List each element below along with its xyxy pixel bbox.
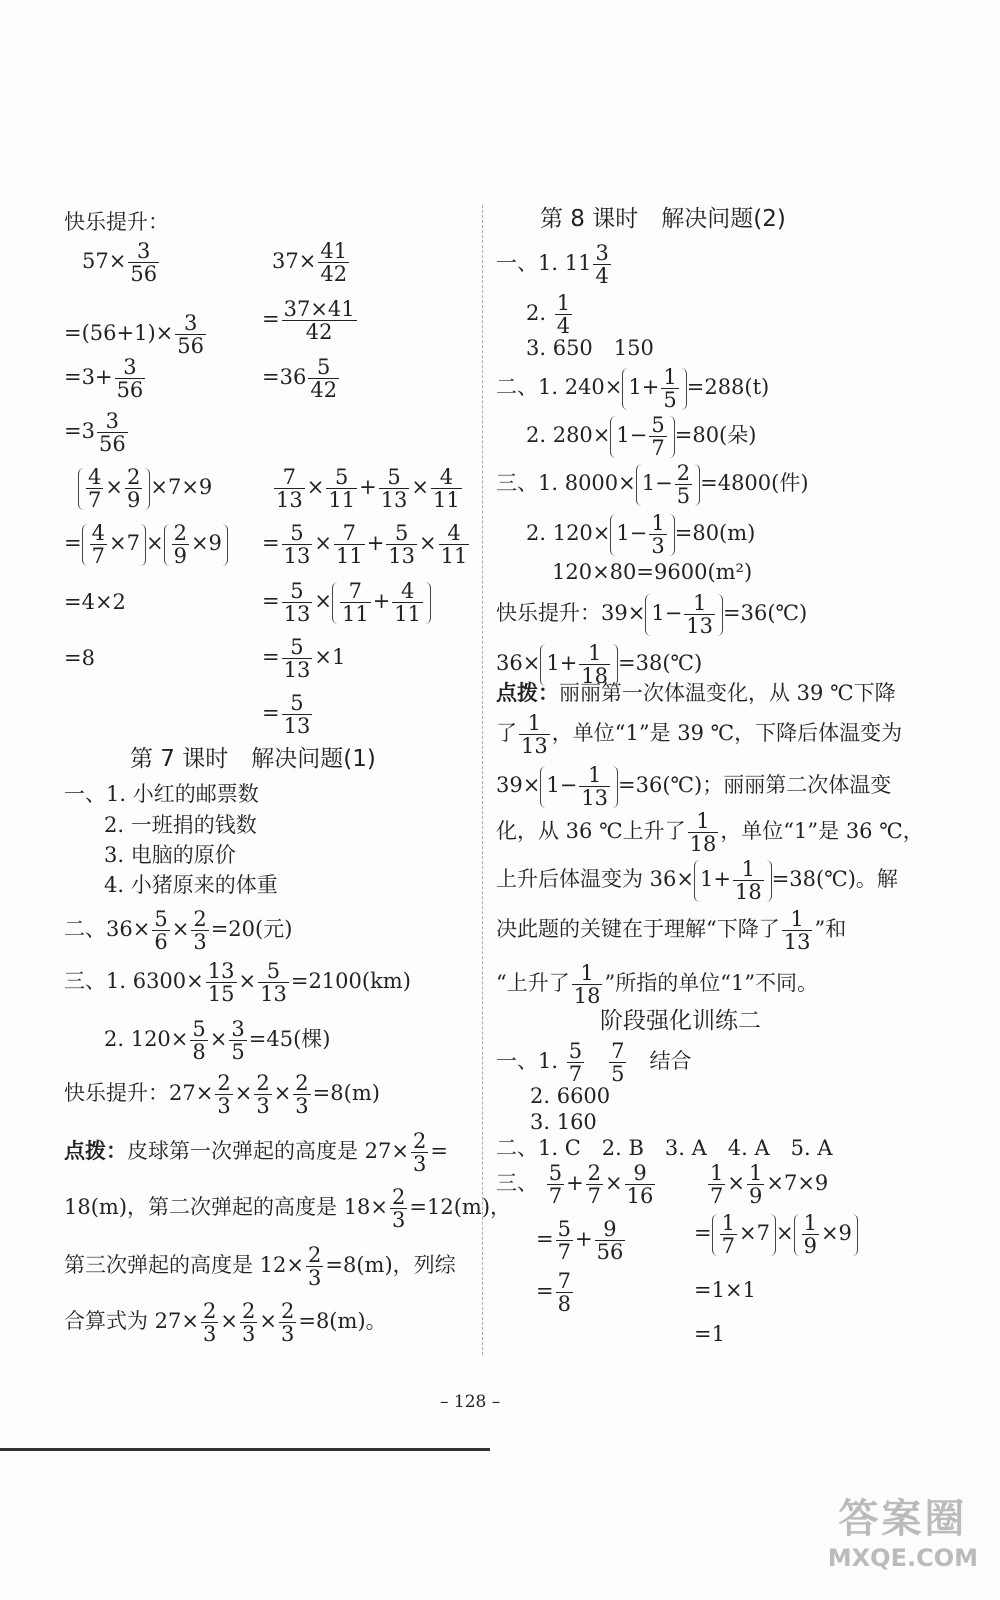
calc-b-step3: = $\frac{5}{13}$ ×1 [262,635,346,683]
calc-37-result: =36 $\frac{5}{42}$ [262,355,338,403]
lesson8-q2-2: 2. 280× 1− $\frac{5}{7}$ =80(朵) [526,413,757,461]
stage2-q1-1: 一、1. $\frac{5}{7}$ $\frac{7}{5}$ 结合 [496,1039,692,1087]
calc-b-step1: = $\frac{5}{13}$ × $\frac{7}{11}$ + $\frac{5}{13}$ × $\frac{4}{11}$ [262,521,468,569]
page-bottom-rule [0,1448,490,1451]
lesson8-q3-2: 2. 120× 1− $\frac{1}{3}$ =80(m) [526,511,756,559]
lesson7-hint-3: 第三次弹起的高度是 12× $\frac{2}{3}$ =8(m)，列综 [64,1243,456,1291]
stage2-q3-b-result: =1 [694,1322,725,1346]
stage2-q1-2: 2. 6600 [530,1084,611,1108]
stage2-q2: 二、1. C 2. B 3. A 4. A 5. A [496,1136,833,1160]
lesson7-q2: 二、36× $\frac{5}{6}$ × $\frac{2}{3}$ =20(元) [64,907,293,955]
calc-a: $\frac{4}{7}$ × $\frac{2}{9}$ ×7×9 [78,466,212,511]
lesson8-q1-2: 2. $\frac{1}{4}$ [526,291,571,339]
lesson7-hint-4: 合算式为 27× $\frac{2}{3}$ × $\frac{2}{3}$ × $\frac{2}{3}$ =8(m)。 [64,1299,387,1347]
lesson8-hint-5: 上升后体温变为 36× 1+ $\frac{1}{18}$ =38(℃)。解 [496,857,898,905]
lesson8-hint-7: “上升了 $\frac{1}{18}$ ”所指的单位“1”不同。 [496,961,819,1009]
lesson7-q1-1: 一、1. 小红的邮票数 [64,782,259,806]
lesson8-hint-3: 39× 1− $\frac{1}{13}$ =36(℃)；丽丽第二次体温变 [496,763,892,811]
calc-a-result: =8 [64,646,95,670]
lesson8-q3-1: 三、1. 8000× 1− $\frac{2}{5}$ =4800(件) [496,461,809,509]
lesson8-hint-1: 点拨：丽丽第一次体温变化，从 39 ℃下降 [496,680,896,705]
lesson7-hint-1: 点拨：皮球第一次弹起的高度是 27× $\frac{2}{3}$ = [64,1129,448,1177]
lesson8-area: 120×80=9600(m²) [552,560,753,584]
stage2-q3-a-result: = $\frac{7}{8}$ [536,1269,571,1317]
stage2-q3-b-step2: =1×1 [694,1278,756,1302]
calc-37-step1: = $\frac{37\times 41}{42}$ [262,297,355,345]
calc-b: $\frac{7}{13}$ × $\frac{5}{11}$ + $\frac{5}{13}$ × $\frac{4}{11}$ [276,465,460,513]
lesson7-q1-3: 3. 电脑的原价 [104,843,236,867]
lesson7-q1-4: 4. 小猪原来的体重 [104,873,278,897]
calc-57-step1: =(56+1)× $\frac{3}{56}$ [64,311,204,359]
lesson8-q2-1: 二、1. 240× 1+ $\frac{1}{5}$ =288(t) [496,365,770,413]
lesson8-hint-2: 了 $\frac{1}{13}$ ，单位“1”是 39 ℃，下降后体温变为 [496,711,903,759]
calc-57-result: =3 $\frac{3}{56}$ [64,409,126,457]
stage2-q3-a-step1: = $\frac{5}{7}$ + $\frac{9}{56}$ [536,1217,624,1265]
lesson8-title: 第 8 课时 解决问题(2) [540,206,786,232]
calc-57-step2: =3+ $\frac{3}{56}$ [64,355,144,403]
lesson7-q1-2: 2. 一班捐的钱数 [104,813,257,837]
lesson8-happy-1: 快乐提升：39× 1− $\frac{1}{13}$ =36(℃) [496,591,808,639]
lesson7-q3-2: 2. 120× $\frac{5}{8}$ × $\frac{3}{5}$ =45(棵) [104,1017,331,1065]
column-divider [482,205,483,1355]
stage2-title: 阶段强化训练二 [600,1008,761,1034]
lesson8-happy-2: 36× 1+ $\frac{1}{18}$ =38(℃) [496,641,703,689]
calc-37: 37× $\frac{41}{42}$ [272,239,348,287]
stage2-q3-b-step1: = $\frac{1}{7}$ ×7 × $\frac{1}{9}$ ×9 [694,1212,858,1257]
calc-a-step2: =4×2 [64,590,126,614]
watermark-logo: 答案圈 MXQE.COM [827,1496,978,1572]
lesson7-title: 第 7 课时 解决问题(1) [130,746,376,772]
lesson8-q1-3: 3. 650 150 [526,336,654,360]
calc-57: 57× $\frac{3}{56}$ [82,239,158,287]
lesson7-q3-1: 三、1. 6300× $\frac{13}{15}$ × $\frac{5}{13}$ =2100(km) [64,959,411,1007]
lesson8-q1-1: 一、1. 11 $\frac{3}{4}$ [496,241,609,289]
page-number: – 128 – [440,1392,501,1412]
happy-heading: 快乐提升： [64,210,169,234]
lesson8-hint-6: 决此题的关键在于理解“下降了 $\frac{1}{13}$ ”和 [496,907,847,955]
lesson7-happy: 快乐提升：27× $\frac{2}{3}$ × $\frac{2}{3}$ × $\frac{2}{3}$ =8(m) [64,1071,380,1119]
calc-b-result: = $\frac{5}{13}$ [262,691,311,739]
lesson8-hint-4: 化，从 36 ℃上升了 $\frac{1}{18}$ ，单位“1”是 36 ℃， [496,809,924,857]
calc-b-step2: = $\frac{5}{13}$ × $\frac{7}{11}$ + $\frac{4}{11}$ [262,580,431,625]
stage2-q1-3: 3. 160 [530,1110,597,1134]
calc-a-step1: = $\frac{4}{7}$ ×7 × $\frac{2}{9}$ ×9 [64,522,228,567]
lesson7-hint-2: 18(m)，第二次弹起的高度是 18× $\frac{2}{3}$ =12(m)， [64,1185,512,1233]
stage2-q3-b: $\frac{1}{7}$ × $\frac{1}{9}$ ×7×9 [710,1161,829,1209]
stage2-q3-a: 三、 $\frac{5}{7}$ + $\frac{2}{7}$ × $\frac{9}{16}$ [496,1161,654,1209]
